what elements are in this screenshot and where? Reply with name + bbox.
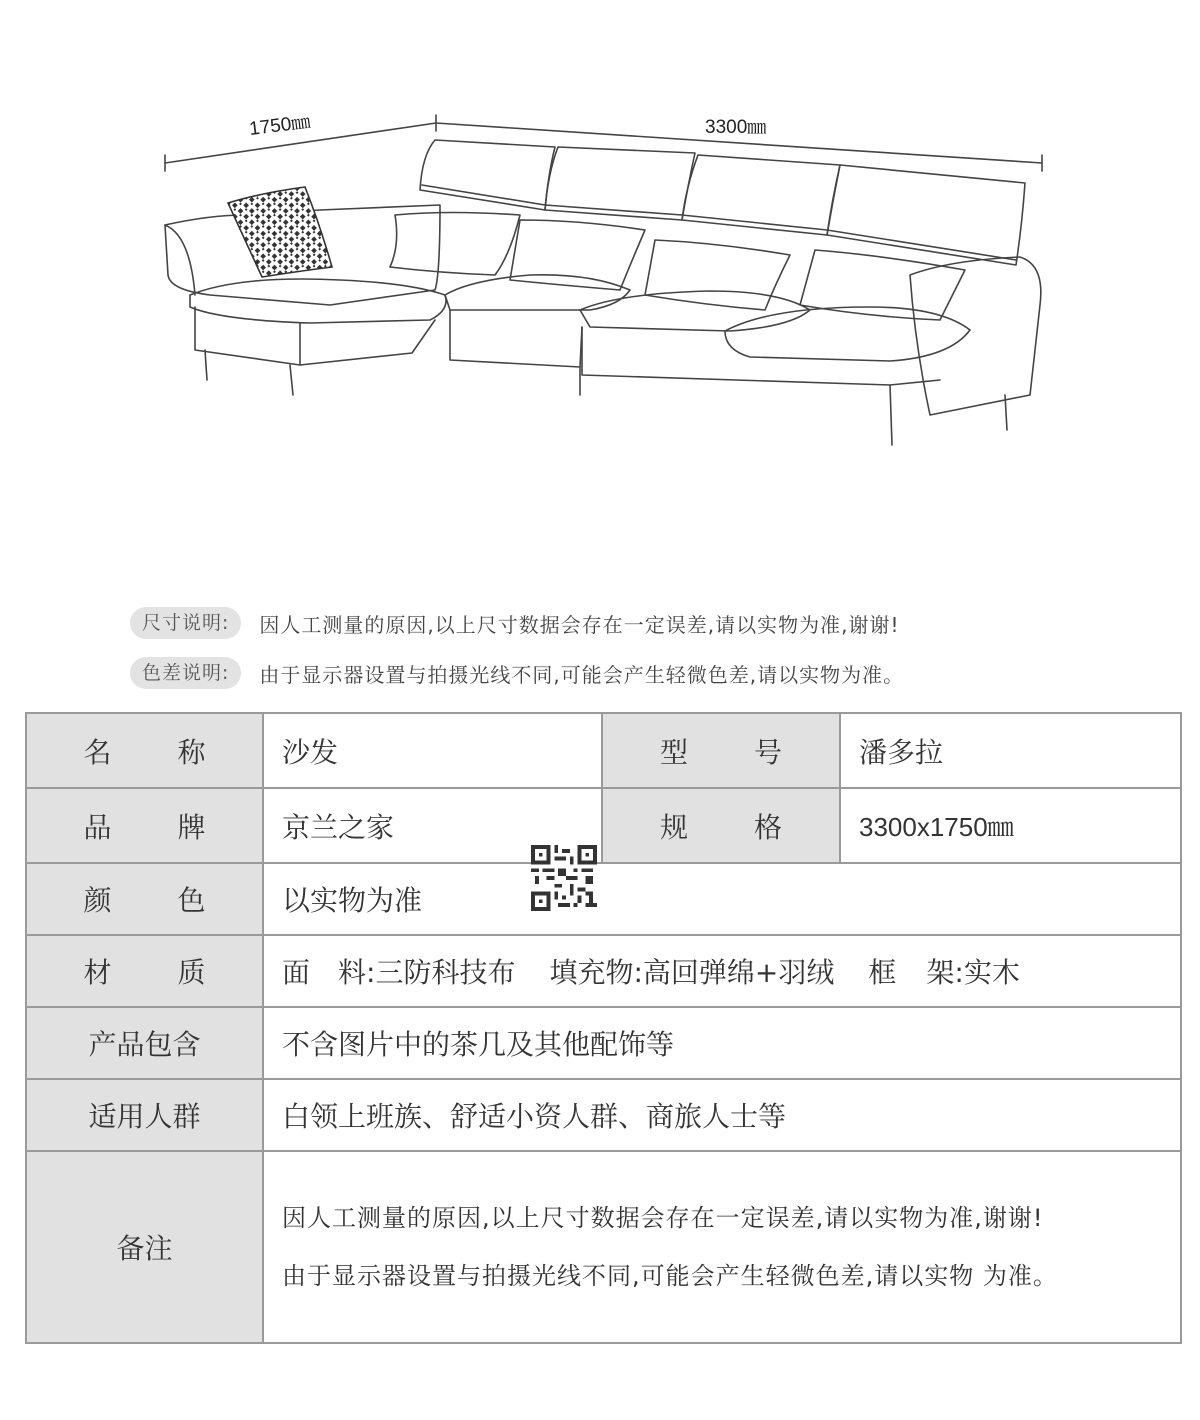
package-value: 不含图片中的茶几及其他配饰等 [263,1007,1181,1079]
note-color-text: 由于显示器设置与拍摄光线不同,可能会产生轻微色差,请以实物为准。 [259,662,905,687]
brand-label: 品 牌 [26,788,263,863]
table-row [26,1079,1181,1151]
model-value: 潘多拉 [840,713,1181,788]
size-value: 3300x1750㎜ [840,788,1181,863]
table-row [26,1007,1181,1079]
model-label: 型 号 [602,713,840,788]
name-value: 沙发 [263,713,602,788]
spec-table [25,712,1182,1344]
material-value: 面 料:三防科技布 填充物:高回弹绵+羽绒 框 架:实木 [263,935,1181,1007]
houndstooth-pillow-icon [228,187,332,277]
note-size-text: 因人工测量的原因,以上尺寸数据会存在一定误差,请以实物为准,谢谢! [259,612,900,637]
qr-code-icon [530,845,598,911]
width-dimension-label: 3300㎜ [705,117,767,138]
table-row [26,935,1181,1007]
color-label: 颜 色 [26,863,263,935]
brand-value: 京兰之家 [263,788,602,863]
remarks-label: 备注 [26,1151,263,1343]
name-label: 名 称 [26,713,263,788]
table-row [26,1151,1181,1343]
remarks-line-2: 由于显示器设置与拍摄光线不同,可能会产生轻微色差,请以实物 为准。 [282,1262,1058,1290]
note-color-tag: 色差说明: [130,657,241,689]
note-size [130,606,900,640]
sofa-sketch [150,95,1060,465]
size-label: 规 格 [602,788,840,863]
table-row [26,788,1181,863]
table-row [26,713,1181,788]
table-row [26,863,1181,935]
audience-label: 适用人群 [26,1079,263,1151]
remarks-line-1: 因人工测量的原因,以上尺寸数据会存在一定误差,请以实物为准,谢谢! [282,1204,1044,1232]
audience-value: 白领上班族、舒适小资人群、商旅人士等 [263,1079,1181,1151]
depth-dimension-label: 1750㎜ [248,111,312,140]
note-size-tag: 尺寸说明: [130,607,241,639]
color-value: 以实物为准 [263,863,1181,935]
material-label: 材 质 [26,935,263,1007]
remarks-value [263,1151,1181,1343]
note-color [130,656,904,690]
package-label: 产品包含 [26,1007,263,1079]
